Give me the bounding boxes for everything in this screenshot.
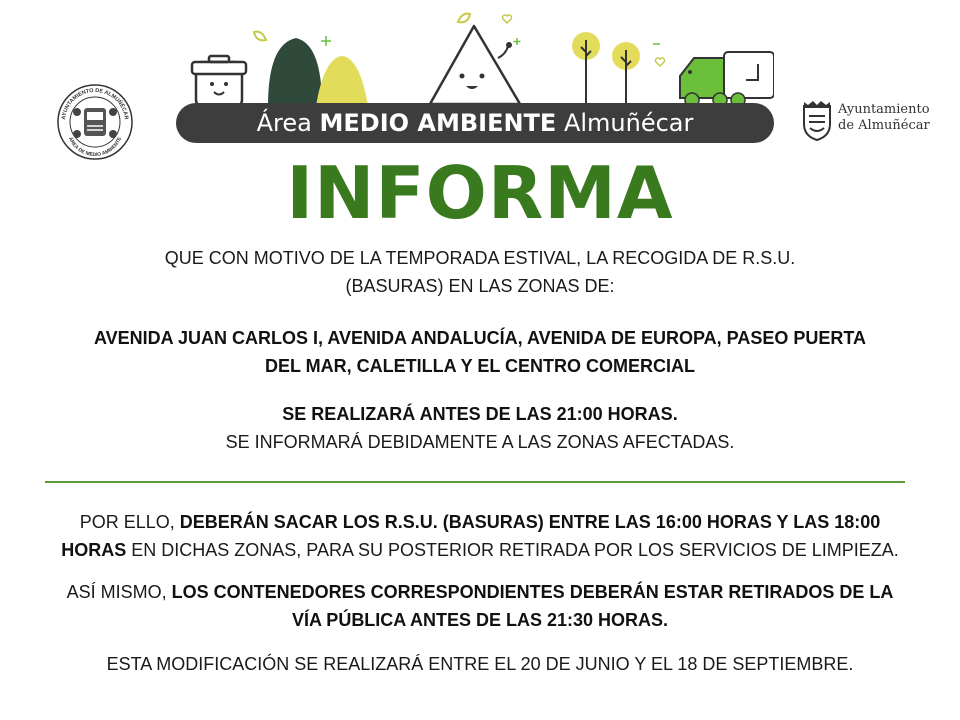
heart-icon <box>656 58 665 66</box>
banner-bold: MEDIO AMBIENTE <box>319 109 557 137</box>
dates-paragraph: ESTA MODIFICACIÓN SE REALIZARÁ ENTRE EL 20 DE JUNIO Y EL 18 DE SEPTIEMBRE. <box>106 654 854 674</box>
containers-prefix: ASÍ MISMO, <box>66 582 172 602</box>
round-tree-icon <box>572 32 600 106</box>
schedule-line-1: SE REALIZARÁ ANTES DE LAS 21:00 HORAS. <box>282 404 678 424</box>
zones-line-1: AVENIDA JUAN CARLOS I, AVENIDA ANDALUCÍA, AVENIDA DE EUROPA, PASEO PUERTA <box>93 328 867 348</box>
banner-prefix: Área <box>256 109 312 137</box>
header <box>0 0 960 159</box>
garbage-truck-icon <box>680 52 774 107</box>
banner-title <box>176 103 774 143</box>
disposal-bold-1: DEBERÁN SACAR LOS R.S.U. (BASURAS) ENTRE LAS 16:00 HORAS Y LAS 18:00 <box>179 512 881 532</box>
leaf-icon <box>254 32 266 41</box>
zones-paragraph <box>40 324 920 380</box>
yellow-hill-icon <box>316 56 368 106</box>
intro-line-2: (BASURAS) EN LAS ZONAS DE: <box>345 276 615 296</box>
trash-bin-icon <box>192 56 246 106</box>
seal-bottom-text: ÁREA DE MEDIO AMBIENTE <box>66 136 124 159</box>
round-tree-icon <box>612 42 640 106</box>
dark-hill-icon <box>268 38 322 106</box>
disposal-bold-2: HORAS <box>61 540 127 560</box>
seal-top-text: AYUNTAMIENTO DE ALMUÑÉCAR <box>61 87 129 120</box>
page-title: INFORMA <box>286 151 674 235</box>
sparkle-icon <box>321 36 331 46</box>
heart-icon <box>503 15 512 23</box>
disposal-paragraph <box>40 508 920 564</box>
containers-bold-2: VÍA PÚBLICA ANTES DE LAS 21:30 HORAS. <box>291 610 669 630</box>
logo-line-1: Ayuntamiento <box>838 102 930 117</box>
schedule-paragraph <box>40 400 920 456</box>
intro-line-1: QUE CON MOTIVO DE LA TEMPORADA ESTIVAL, LA RECOGIDA DE R.S.U. <box>164 248 796 268</box>
disposal-suffix: EN DICHAS ZONAS, PARA SU POSTERIOR RETIRADA POR LOS SERVICIOS DE LIMPIEZA. <box>126 540 899 560</box>
disposal-prefix: POR ELLO, <box>79 512 180 532</box>
ayuntamiento-logo <box>800 96 950 144</box>
divider <box>45 481 905 483</box>
triangle-character-icon <box>430 26 520 110</box>
containers-paragraph <box>40 578 920 634</box>
containers-bold-1: LOS CONTENEDORES CORRESPONDIENTES DEBERÁN ESTAR RETIRADOS DE LA <box>171 582 894 602</box>
environment-illustration <box>176 0 774 110</box>
crest-icon <box>800 98 834 142</box>
banner-suffix: Almuñécar <box>563 109 694 137</box>
leaf-icon <box>458 14 470 23</box>
logo-line-2: de Almuñécar <box>838 118 930 133</box>
intro-paragraph <box>40 244 920 300</box>
zones-line-2: DEL MAR, CALETILLA Y EL CENTRO COMERCIAL <box>264 356 695 376</box>
schedule-line-2: SE INFORMARÁ DEBIDAMENTE A LAS ZONAS AFECTADAS. <box>225 432 735 452</box>
sparkle-icon <box>514 38 521 45</box>
